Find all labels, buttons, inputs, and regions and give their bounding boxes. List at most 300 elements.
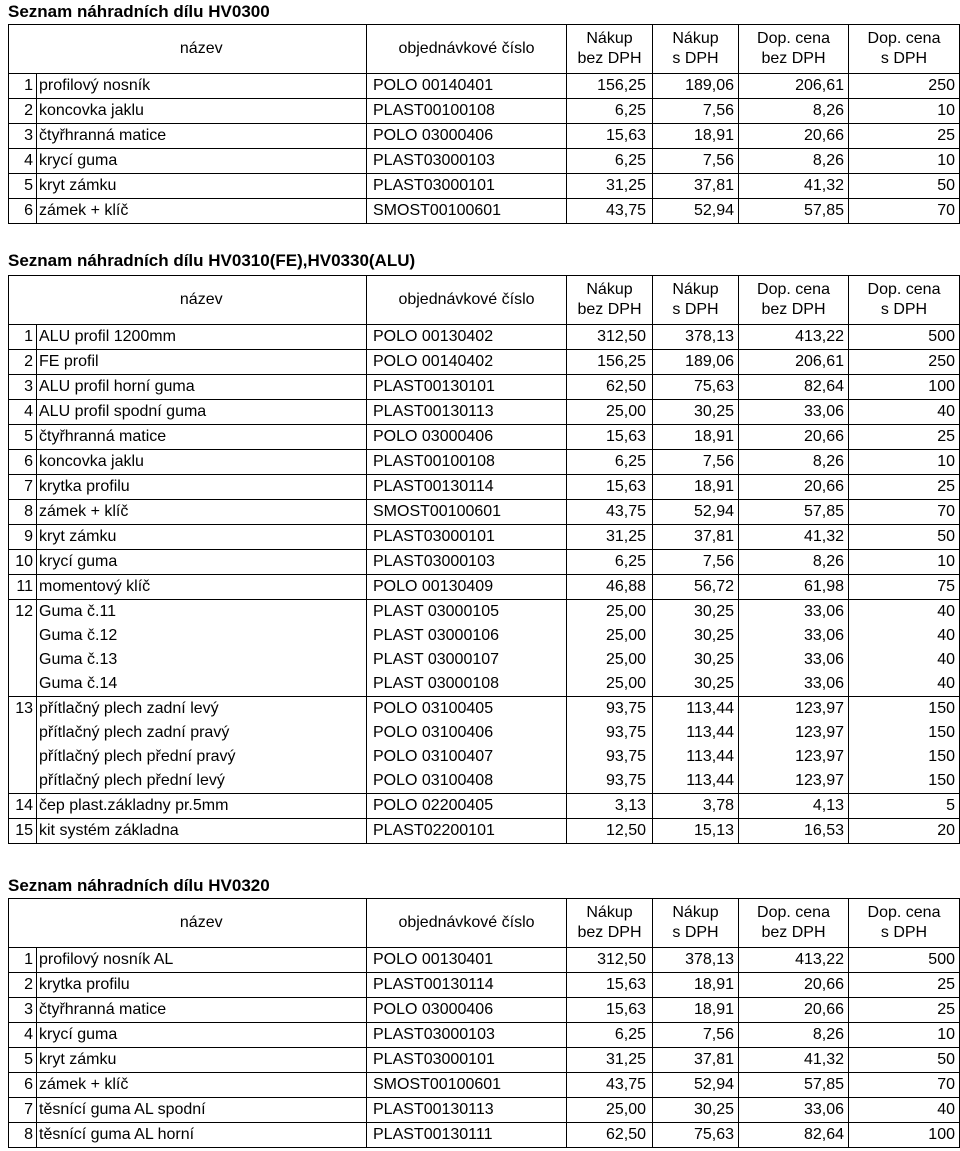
purchase-price-excl-vat: 25,00: [567, 624, 653, 648]
order-number: PLAST00130101: [367, 375, 567, 400]
table-row: [9, 1048, 960, 1073]
row-number: [9, 769, 37, 794]
table-row: [9, 624, 960, 648]
order-number: PLAST03000101: [367, 525, 567, 550]
row-number: 3: [9, 998, 37, 1023]
part-name: profilový nosník: [37, 74, 367, 99]
purchase-price-incl-vat: 113,44: [653, 745, 739, 769]
table-row: [9, 500, 960, 525]
recommended-price-incl-vat: 75: [849, 575, 960, 600]
part-name: krytka profilu: [37, 973, 367, 998]
purchase-price-incl-vat: 52,94: [653, 1073, 739, 1098]
row-number: 7: [9, 1098, 37, 1123]
recommended-price-incl-vat: 40: [849, 1098, 960, 1123]
row-number: 5: [9, 425, 37, 450]
purchase-price-excl-vat: 312,50: [567, 325, 653, 350]
part-name: krycí guma: [37, 149, 367, 174]
table-row: [9, 1023, 960, 1048]
header-nakup-bez-dph: Nákup bez DPH: [567, 276, 653, 325]
purchase-price-incl-vat: 378,13: [653, 948, 739, 973]
order-number: PLAST03000103: [367, 550, 567, 575]
order-number: PLAST 03000107: [367, 648, 567, 672]
table-row: [9, 74, 960, 99]
row-number: 13: [9, 697, 37, 722]
order-number: PLAST00130114: [367, 475, 567, 500]
recommended-price-incl-vat: 25: [849, 998, 960, 1023]
row-number: 3: [9, 375, 37, 400]
table-row: [9, 174, 960, 199]
table-row: [9, 672, 960, 697]
recommended-price-excl-vat: 20,66: [739, 998, 849, 1023]
part-name: ALU profil 1200mm: [37, 325, 367, 350]
part-name: FE profil: [37, 350, 367, 375]
part-name: čep plast.základny pr.5mm: [37, 794, 367, 819]
order-number: POLO 02200405: [367, 794, 567, 819]
purchase-price-incl-vat: 56,72: [653, 575, 739, 600]
order-number: POLO 00130402: [367, 325, 567, 350]
order-number: POLO 03100408: [367, 769, 567, 794]
purchase-price-incl-vat: 37,81: [653, 525, 739, 550]
row-number: 7: [9, 475, 37, 500]
recommended-price-excl-vat: 57,85: [739, 500, 849, 525]
recommended-price-excl-vat: 20,66: [739, 425, 849, 450]
part-name: Guma č.12: [37, 624, 367, 648]
purchase-price-excl-vat: 156,25: [567, 74, 653, 99]
part-name: Guma č.14: [37, 672, 367, 697]
recommended-price-incl-vat: 70: [849, 199, 960, 224]
recommended-price-incl-vat: 20: [849, 819, 960, 844]
purchase-price-incl-vat: 52,94: [653, 199, 739, 224]
table-row: [9, 721, 960, 745]
part-name: ALU profil spodní guma: [37, 400, 367, 425]
recommended-price-incl-vat: 250: [849, 350, 960, 375]
purchase-price-incl-vat: 189,06: [653, 74, 739, 99]
section-title-hv0310-hv0330: Seznam náhradních dílu HV0310(FE),HV0330(ALU): [8, 251, 416, 270]
table-row: [9, 350, 960, 375]
part-name: čtyřhranná matice: [37, 124, 367, 149]
purchase-price-excl-vat: 62,50: [567, 1123, 653, 1148]
table-row: [9, 149, 960, 174]
row-number: 8: [9, 1123, 37, 1148]
purchase-price-excl-vat: 25,00: [567, 400, 653, 425]
purchase-price-excl-vat: 12,50: [567, 819, 653, 844]
purchase-price-excl-vat: 62,50: [567, 375, 653, 400]
purchase-price-excl-vat: 25,00: [567, 600, 653, 625]
row-number: 6: [9, 199, 37, 224]
table-row: [9, 648, 960, 672]
purchase-price-excl-vat: 93,75: [567, 745, 653, 769]
row-number: 12: [9, 600, 37, 625]
order-number: POLO 03000406: [367, 425, 567, 450]
header-nazev: název: [37, 25, 367, 74]
purchase-price-incl-vat: 37,81: [653, 174, 739, 199]
purchase-price-excl-vat: 312,50: [567, 948, 653, 973]
order-number: PLAST00100108: [367, 99, 567, 124]
row-number: [9, 721, 37, 745]
purchase-price-excl-vat: 43,75: [567, 199, 653, 224]
part-name: krycí guma: [37, 1023, 367, 1048]
part-name: zámek + klíč: [37, 199, 367, 224]
parts-table-hv0320: [8, 898, 960, 1148]
purchase-price-excl-vat: 15,63: [567, 973, 653, 998]
table-row: [9, 375, 960, 400]
purchase-price-incl-vat: 30,25: [653, 600, 739, 625]
row-number: 4: [9, 400, 37, 425]
recommended-price-excl-vat: 123,97: [739, 697, 849, 722]
recommended-price-incl-vat: 100: [849, 375, 960, 400]
recommended-price-excl-vat: 82,64: [739, 1123, 849, 1148]
order-number: POLO 00130409: [367, 575, 567, 600]
row-number: 5: [9, 174, 37, 199]
order-number: POLO 03100405: [367, 697, 567, 722]
part-name: čtyřhranná matice: [37, 998, 367, 1023]
part-name: kryt zámku: [37, 1048, 367, 1073]
table-row: [9, 199, 960, 224]
order-number: SMOST00100601: [367, 199, 567, 224]
row-number: 1: [9, 74, 37, 99]
recommended-price-excl-vat: 33,06: [739, 600, 849, 625]
recommended-price-excl-vat: 41,32: [739, 1048, 849, 1073]
order-number: POLO 03000406: [367, 998, 567, 1023]
row-number: 4: [9, 149, 37, 174]
order-number: PLAST03000103: [367, 149, 567, 174]
recommended-price-excl-vat: 61,98: [739, 575, 849, 600]
purchase-price-incl-vat: 15,13: [653, 819, 739, 844]
row-number: 6: [9, 450, 37, 475]
table-row: [9, 1098, 960, 1123]
recommended-price-excl-vat: 206,61: [739, 350, 849, 375]
purchase-price-incl-vat: 113,44: [653, 721, 739, 745]
purchase-price-incl-vat: 30,25: [653, 1098, 739, 1123]
recommended-price-incl-vat: 50: [849, 525, 960, 550]
recommended-price-incl-vat: 40: [849, 648, 960, 672]
order-number: PLAST00100108: [367, 450, 567, 475]
order-number: PLAST03000103: [367, 1023, 567, 1048]
row-number: 2: [9, 99, 37, 124]
table-row: [9, 794, 960, 819]
recommended-price-incl-vat: 40: [849, 672, 960, 697]
table-row: [9, 325, 960, 350]
purchase-price-incl-vat: 18,91: [653, 973, 739, 998]
header-dop-cena-s-dph: Dop. cena s DPH: [849, 276, 960, 325]
order-number: POLO 00130401: [367, 948, 567, 973]
recommended-price-incl-vat: 40: [849, 400, 960, 425]
purchase-price-excl-vat: 43,75: [567, 1073, 653, 1098]
table-row: [9, 819, 960, 844]
purchase-price-incl-vat: 7,56: [653, 149, 739, 174]
recommended-price-incl-vat: 10: [849, 149, 960, 174]
order-number: PLAST00130113: [367, 1098, 567, 1123]
row-number: [9, 672, 37, 697]
row-number: 14: [9, 794, 37, 819]
recommended-price-incl-vat: 50: [849, 174, 960, 199]
table-row: [9, 525, 960, 550]
part-name: přítlačný plech zadní levý: [37, 697, 367, 722]
section-title-hv0320: Seznam náhradních dílu HV0320: [8, 876, 270, 895]
part-name: krytka profilu: [37, 475, 367, 500]
recommended-price-excl-vat: 57,85: [739, 199, 849, 224]
purchase-price-incl-vat: 7,56: [653, 99, 739, 124]
recommended-price-excl-vat: 123,97: [739, 745, 849, 769]
row-number: [9, 745, 37, 769]
order-number: POLO 00140402: [367, 350, 567, 375]
order-number: PLAST03000101: [367, 1048, 567, 1073]
order-number: PLAST00130113: [367, 400, 567, 425]
purchase-price-excl-vat: 15,63: [567, 998, 653, 1023]
row-number: 8: [9, 500, 37, 525]
header-nazev: název: [37, 899, 367, 948]
purchase-price-incl-vat: 30,25: [653, 648, 739, 672]
header-nakup-bez-dph: Nákup bez DPH: [567, 899, 653, 948]
recommended-price-excl-vat: 41,32: [739, 525, 849, 550]
recommended-price-incl-vat: 70: [849, 1073, 960, 1098]
purchase-price-excl-vat: 31,25: [567, 174, 653, 199]
recommended-price-incl-vat: 150: [849, 721, 960, 745]
recommended-price-excl-vat: 123,97: [739, 769, 849, 794]
table-row: [9, 1123, 960, 1148]
header-nakup-bez-dph: Nákup bez DPH: [567, 25, 653, 74]
purchase-price-incl-vat: 75,63: [653, 1123, 739, 1148]
part-name: kryt zámku: [37, 525, 367, 550]
recommended-price-incl-vat: 10: [849, 450, 960, 475]
order-number: POLO 03100407: [367, 745, 567, 769]
purchase-price-incl-vat: 3,78: [653, 794, 739, 819]
order-number: SMOST00100601: [367, 1073, 567, 1098]
header-objednavkove-cislo: objednávkové číslo: [367, 25, 567, 74]
table-row: [9, 450, 960, 475]
order-number: PLAST 03000108: [367, 672, 567, 697]
part-name: čtyřhranná matice: [37, 425, 367, 450]
part-name: profilový nosník AL: [37, 948, 367, 973]
recommended-price-excl-vat: 57,85: [739, 1073, 849, 1098]
part-name: Guma č.13: [37, 648, 367, 672]
row-number: 9: [9, 525, 37, 550]
purchase-price-excl-vat: 25,00: [567, 672, 653, 697]
table-row: [9, 400, 960, 425]
recommended-price-excl-vat: 413,22: [739, 325, 849, 350]
table-row: [9, 745, 960, 769]
recommended-price-excl-vat: 82,64: [739, 375, 849, 400]
header-number: [9, 276, 37, 325]
purchase-price-excl-vat: 31,25: [567, 1048, 653, 1073]
recommended-price-incl-vat: 150: [849, 769, 960, 794]
header-dop-cena-s-dph: Dop. cena s DPH: [849, 899, 960, 948]
row-number: [9, 648, 37, 672]
purchase-price-excl-vat: 6,25: [567, 99, 653, 124]
purchase-price-incl-vat: 378,13: [653, 325, 739, 350]
purchase-price-incl-vat: 37,81: [653, 1048, 739, 1073]
part-name: přítlačný plech přední pravý: [37, 745, 367, 769]
section-title-hv0300: Seznam náhradních dílu HV0300: [8, 2, 270, 21]
part-name: zámek + klíč: [37, 500, 367, 525]
table-row: [9, 600, 960, 625]
recommended-price-incl-vat: 25: [849, 973, 960, 998]
purchase-price-incl-vat: 7,56: [653, 1023, 739, 1048]
purchase-price-excl-vat: 31,25: [567, 525, 653, 550]
recommended-price-excl-vat: 8,26: [739, 149, 849, 174]
order-number: PLAST03000101: [367, 174, 567, 199]
purchase-price-incl-vat: 18,91: [653, 124, 739, 149]
row-number: 4: [9, 1023, 37, 1048]
recommended-price-excl-vat: 20,66: [739, 124, 849, 149]
order-number: POLO 03100406: [367, 721, 567, 745]
recommended-price-incl-vat: 25: [849, 124, 960, 149]
row-number: 3: [9, 124, 37, 149]
recommended-price-incl-vat: 5: [849, 794, 960, 819]
recommended-price-incl-vat: 70: [849, 500, 960, 525]
recommended-price-excl-vat: 20,66: [739, 475, 849, 500]
recommended-price-excl-vat: 123,97: [739, 721, 849, 745]
order-number: PLAST02200101: [367, 819, 567, 844]
header-nakup-s-dph: Nákup s DPH: [653, 899, 739, 948]
order-number: PLAST 03000105: [367, 600, 567, 625]
recommended-price-incl-vat: 40: [849, 624, 960, 648]
header-dop-cena-bez-dph: Dop. cena bez DPH: [739, 899, 849, 948]
purchase-price-excl-vat: 3,13: [567, 794, 653, 819]
row-number: 2: [9, 973, 37, 998]
table-row: [9, 948, 960, 973]
recommended-price-excl-vat: 8,26: [739, 1023, 849, 1048]
header-nakup-s-dph: Nákup s DPH: [653, 25, 739, 74]
recommended-price-incl-vat: 100: [849, 1123, 960, 1148]
purchase-price-excl-vat: 25,00: [567, 648, 653, 672]
table-row: [9, 475, 960, 500]
purchase-price-incl-vat: 7,56: [653, 550, 739, 575]
recommended-price-incl-vat: 500: [849, 325, 960, 350]
order-number: POLO 00140401: [367, 74, 567, 99]
header-objednavkove-cislo: objednávkové číslo: [367, 899, 567, 948]
order-number: PLAST00130114: [367, 973, 567, 998]
recommended-price-excl-vat: 33,06: [739, 1098, 849, 1123]
purchase-price-excl-vat: 15,63: [567, 475, 653, 500]
row-number: 5: [9, 1048, 37, 1073]
recommended-price-excl-vat: 4,13: [739, 794, 849, 819]
part-name: ALU profil horní guma: [37, 375, 367, 400]
table-row: [9, 697, 960, 722]
recommended-price-excl-vat: 8,26: [739, 99, 849, 124]
header-number: [9, 899, 37, 948]
recommended-price-incl-vat: 10: [849, 550, 960, 575]
part-name: koncovka jaklu: [37, 99, 367, 124]
purchase-price-excl-vat: 15,63: [567, 124, 653, 149]
purchase-price-incl-vat: 30,25: [653, 400, 739, 425]
part-name: kit systém základna: [37, 819, 367, 844]
part-name: přítlačný plech přední levý: [37, 769, 367, 794]
table-row: [9, 769, 960, 794]
order-number: SMOST00100601: [367, 500, 567, 525]
recommended-price-incl-vat: 500: [849, 948, 960, 973]
purchase-price-excl-vat: 93,75: [567, 697, 653, 722]
part-name: krycí guma: [37, 550, 367, 575]
purchase-price-incl-vat: 52,94: [653, 500, 739, 525]
purchase-price-incl-vat: 189,06: [653, 350, 739, 375]
header-objednavkove-cislo: objednávkové číslo: [367, 276, 567, 325]
purchase-price-incl-vat: 30,25: [653, 624, 739, 648]
recommended-price-excl-vat: 413,22: [739, 948, 849, 973]
parts-table-hv0300: [8, 24, 960, 224]
order-number: PLAST00130111: [367, 1123, 567, 1148]
purchase-price-incl-vat: 18,91: [653, 425, 739, 450]
part-name: těsnící guma AL spodní: [37, 1098, 367, 1123]
recommended-price-incl-vat: 25: [849, 425, 960, 450]
purchase-price-excl-vat: 15,63: [567, 425, 653, 450]
table-row: [9, 575, 960, 600]
purchase-price-excl-vat: 93,75: [567, 769, 653, 794]
recommended-price-excl-vat: 33,06: [739, 648, 849, 672]
row-number: 2: [9, 350, 37, 375]
recommended-price-excl-vat: 33,06: [739, 624, 849, 648]
part-name: těsnící guma AL horní: [37, 1123, 367, 1148]
recommended-price-excl-vat: 41,32: [739, 174, 849, 199]
purchase-price-excl-vat: 156,25: [567, 350, 653, 375]
recommended-price-excl-vat: 8,26: [739, 450, 849, 475]
table-row: [9, 998, 960, 1023]
table-row: [9, 124, 960, 149]
purchase-price-excl-vat: 6,25: [567, 450, 653, 475]
table-row: [9, 550, 960, 575]
recommended-price-excl-vat: 20,66: [739, 973, 849, 998]
order-number: POLO 03000406: [367, 124, 567, 149]
row-number: 10: [9, 550, 37, 575]
recommended-price-excl-vat: 206,61: [739, 74, 849, 99]
header-dop-cena-s-dph: Dop. cena s DPH: [849, 25, 960, 74]
recommended-price-incl-vat: 40: [849, 600, 960, 625]
table-row: [9, 1073, 960, 1098]
purchase-price-excl-vat: 6,25: [567, 149, 653, 174]
parts-table-hv0310-hv0330: [8, 275, 960, 844]
header-number: [9, 25, 37, 74]
row-number: 1: [9, 325, 37, 350]
purchase-price-incl-vat: 18,91: [653, 998, 739, 1023]
part-name: kryt zámku: [37, 174, 367, 199]
table-row: [9, 973, 960, 998]
purchase-price-incl-vat: 18,91: [653, 475, 739, 500]
purchase-price-excl-vat: 43,75: [567, 500, 653, 525]
header-nakup-s-dph: Nákup s DPH: [653, 276, 739, 325]
recommended-price-excl-vat: 33,06: [739, 672, 849, 697]
purchase-price-excl-vat: 93,75: [567, 721, 653, 745]
row-number: 1: [9, 948, 37, 973]
row-number: 11: [9, 575, 37, 600]
purchase-price-incl-vat: 113,44: [653, 769, 739, 794]
row-number: 6: [9, 1073, 37, 1098]
header-nazev: název: [37, 276, 367, 325]
recommended-price-excl-vat: 16,53: [739, 819, 849, 844]
recommended-price-incl-vat: 25: [849, 475, 960, 500]
purchase-price-incl-vat: 113,44: [653, 697, 739, 722]
purchase-price-incl-vat: 75,63: [653, 375, 739, 400]
part-name: momentový klíč: [37, 575, 367, 600]
table-row: [9, 99, 960, 124]
recommended-price-incl-vat: 150: [849, 745, 960, 769]
purchase-price-excl-vat: 46,88: [567, 575, 653, 600]
purchase-price-excl-vat: 25,00: [567, 1098, 653, 1123]
purchase-price-incl-vat: 30,25: [653, 672, 739, 697]
purchase-price-excl-vat: 6,25: [567, 550, 653, 575]
recommended-price-incl-vat: 250: [849, 74, 960, 99]
recommended-price-excl-vat: 8,26: [739, 550, 849, 575]
header-dop-cena-bez-dph: Dop. cena bez DPH: [739, 25, 849, 74]
recommended-price-incl-vat: 10: [849, 1023, 960, 1048]
table-row: [9, 425, 960, 450]
part-name: zámek + klíč: [37, 1073, 367, 1098]
purchase-price-excl-vat: 6,25: [567, 1023, 653, 1048]
part-name: přítlačný plech zadní pravý: [37, 721, 367, 745]
purchase-price-incl-vat: 7,56: [653, 450, 739, 475]
recommended-price-incl-vat: 50: [849, 1048, 960, 1073]
recommended-price-excl-vat: 33,06: [739, 400, 849, 425]
row-number: 15: [9, 819, 37, 844]
